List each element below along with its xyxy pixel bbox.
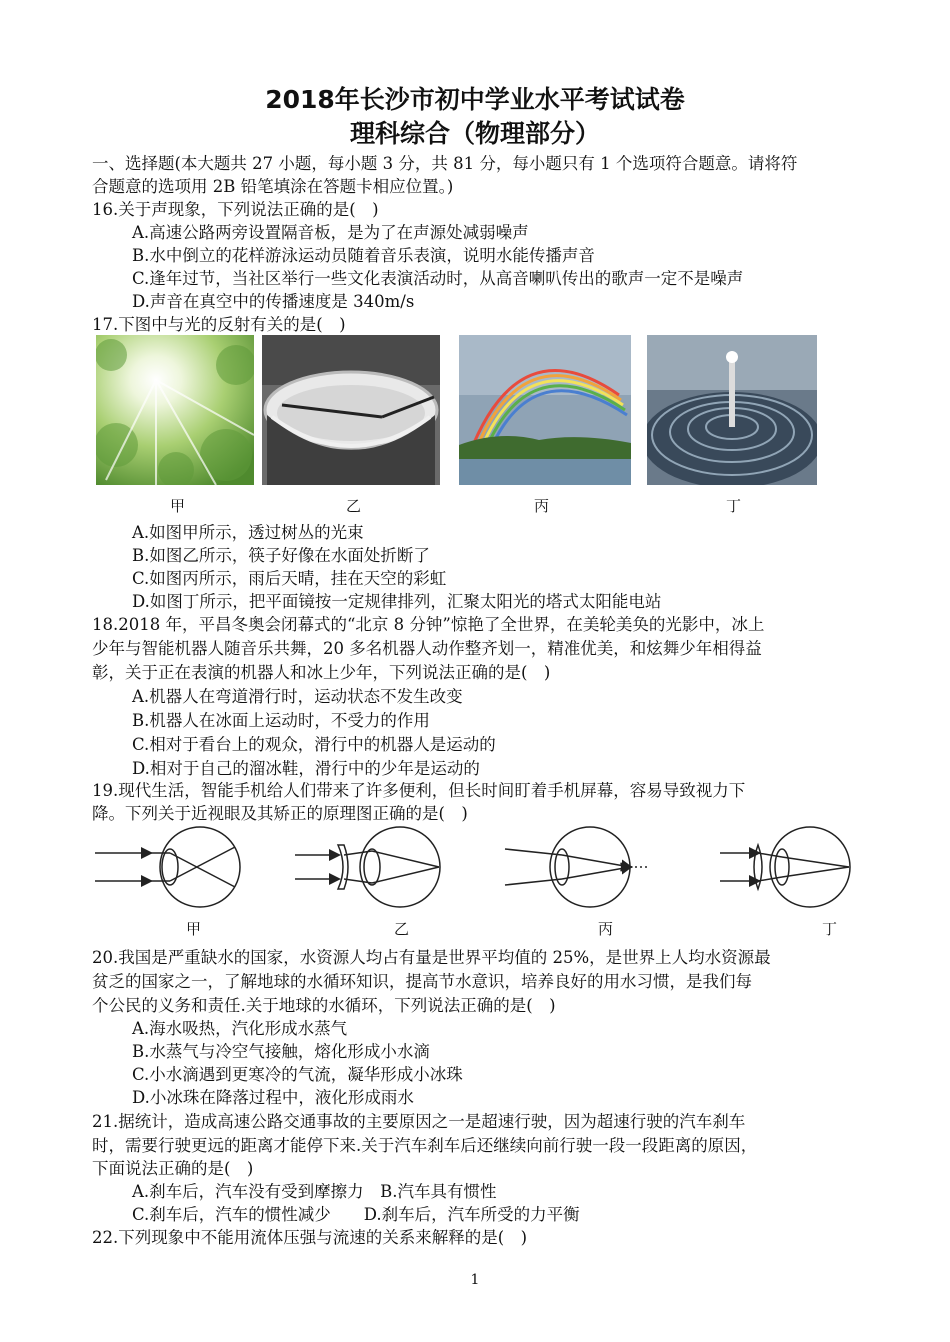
q17-caption-yi: 乙 (346, 497, 362, 515)
q20-option-b: B.水蒸气与冷空气接触，熔化形成小水滴 (132, 1042, 430, 1061)
q17-option-b: B.如图乙所示，筷子好像在水面处折断了 (132, 546, 430, 565)
q21-option-cd: C.刹车后，汽车的惯性减少 D.刹车后，汽车所受的力平衡 (132, 1205, 580, 1224)
photo-tree-sunlight (96, 335, 254, 485)
q20-stem-line-1: 20.我国是严重缺水的国家，水资源人均占有量是世界平均值的 25%，是世界上人均水资源最 (92, 948, 771, 967)
q17-option-c: C.如图丙所示，雨后天晴，挂在天空的彩虹 (132, 569, 447, 588)
q17-option-d: D.如图丁所示，把平面镜按一定规律排列，汇聚太阳光的塔式太阳能电站 (132, 592, 662, 611)
q19-stem-line-2: 降。下列关于近视眼及其矫正的原理图正确的是( ) (92, 804, 468, 823)
q20-option-c: C.小水滴遇到更寒冷的气流，凝华形成小冰珠 (132, 1065, 463, 1084)
instructions-line-1: 一、选择题(本大题共 27 小题，每小题 3 分，共 81 分，每小题只有 1 个选项符合题意。请将符 (92, 154, 798, 173)
eye-diagram-jia (95, 827, 240, 907)
page-number: 1 (470, 1272, 480, 1288)
photo-solar-tower (647, 335, 817, 485)
q16-option-b: B.水中倒立的花样游泳运动员随着音乐表演，说明水能传播声音 (132, 246, 595, 265)
q18-stem-line-3: 彰，关于正在表演的机器人和冰上少年，下列说法正确的是( ) (92, 663, 551, 682)
q16-option-c: C.逢年过节，当社区举行一些文化表演活动时，从高音喇叭传出的歌声一定不是噪声 (132, 269, 744, 288)
q18-option-b: B.机器人在冰面上运动时，不受力的作用 (132, 711, 430, 730)
q21-option-ab: A.刹车后，汽车没有受到摩擦力 B.汽车具有惯性 (132, 1182, 497, 1201)
q18-stem-line-2: 少年与智能机器人随音乐共舞，20 多名机器人动作整齐划一，精准优美，和炫舞少年相得益 (92, 639, 762, 658)
q21-stem-line-1: 21.据统计，造成高速公路交通事故的主要原因之一是超速行驶，因为超速行驶的汽车刹车 (92, 1112, 746, 1131)
q20-option-d: D.小冰珠在降落过程中，液化形成雨水 (132, 1088, 414, 1107)
eye-diagram-ding (720, 827, 850, 907)
q20-stem-line-2: 贫乏的国家之一，了解地球的水循环知识，提高节水意识，培养良好的用水习惯，是我们每 (92, 972, 752, 991)
q19-stem-line-1: 19.现代生活，智能手机给人们带来了许多便利，但长时间盯着手机屏幕，容易导致视力下 (92, 781, 746, 800)
q17-caption-ding: 丁 (726, 497, 742, 515)
q18-stem-line-1: 18.2018 年，平昌冬奥会闭幕式的“北京 8 分钟”惊艳了全世界，在美轮美奂的光影中，冰上 (92, 615, 765, 634)
exam-title: 2018年长沙市初中学业水平考试试卷 (265, 85, 685, 114)
q19-caption-bing: 丙 (598, 920, 614, 938)
q17-caption-jia: 甲 (170, 497, 186, 515)
q21-stem-line-3: 下面说法正确的是( ) (92, 1159, 254, 1178)
q19-caption-ding: 丁 (822, 920, 838, 938)
eye-diagram-yi (295, 827, 440, 907)
q19-caption-jia: 甲 (186, 920, 202, 938)
q21-stem-line-2: 时，需要行驶更远的距离才能停下来.关于汽车刹车后还继续向前行驶一段一段距离的原因， (92, 1136, 758, 1155)
q16-option-d: D.声音在真空中的传播速度是 340m/s (132, 292, 415, 311)
q18-option-a: A.机器人在弯道滑行时，运动状态不发生改变 (132, 687, 463, 706)
q20-stem-line-3: 个公民的义务和责任.关于地球的水循环，下列说法正确的是( ) (92, 996, 556, 1015)
instructions-line-2: 合题意的选项用 2B 铅笔填涂在答题卡相应位置。) (92, 177, 454, 196)
q22-stem: 22.下列现象中不能用流体压强与流速的关系来解释的是( ) (92, 1228, 528, 1247)
q18-option-d: D.相对于自己的溜冰鞋，滑行中的少年是运动的 (132, 759, 480, 778)
q16-option-a: A.高速公路两旁设置隔音板，是为了在声源处减弱噪声 (132, 223, 529, 242)
q16-stem: 16.关于声现象，下列说法正确的是( ) (92, 200, 379, 219)
photo-chopstick-bowl (262, 335, 440, 485)
photo-rainbow (459, 335, 631, 485)
q17-caption-bing: 丙 (534, 497, 550, 515)
q17-option-a: A.如图甲所示，透过树丛的光束 (132, 523, 364, 542)
q19-caption-yi: 乙 (394, 920, 410, 938)
eye-diagrams (90, 825, 880, 915)
q17-stem: 17.下图中与光的反射有关的是( ) (92, 315, 346, 334)
eye-diagram-bing (505, 827, 650, 907)
q18-option-c: C.相对于看台上的观众，滑行中的机器人是运动的 (132, 735, 496, 754)
exam-subtitle: 理科综合（物理部分） (349, 119, 600, 148)
q20-option-a: A.海水吸热，汽化形成水蒸气 (132, 1019, 348, 1038)
